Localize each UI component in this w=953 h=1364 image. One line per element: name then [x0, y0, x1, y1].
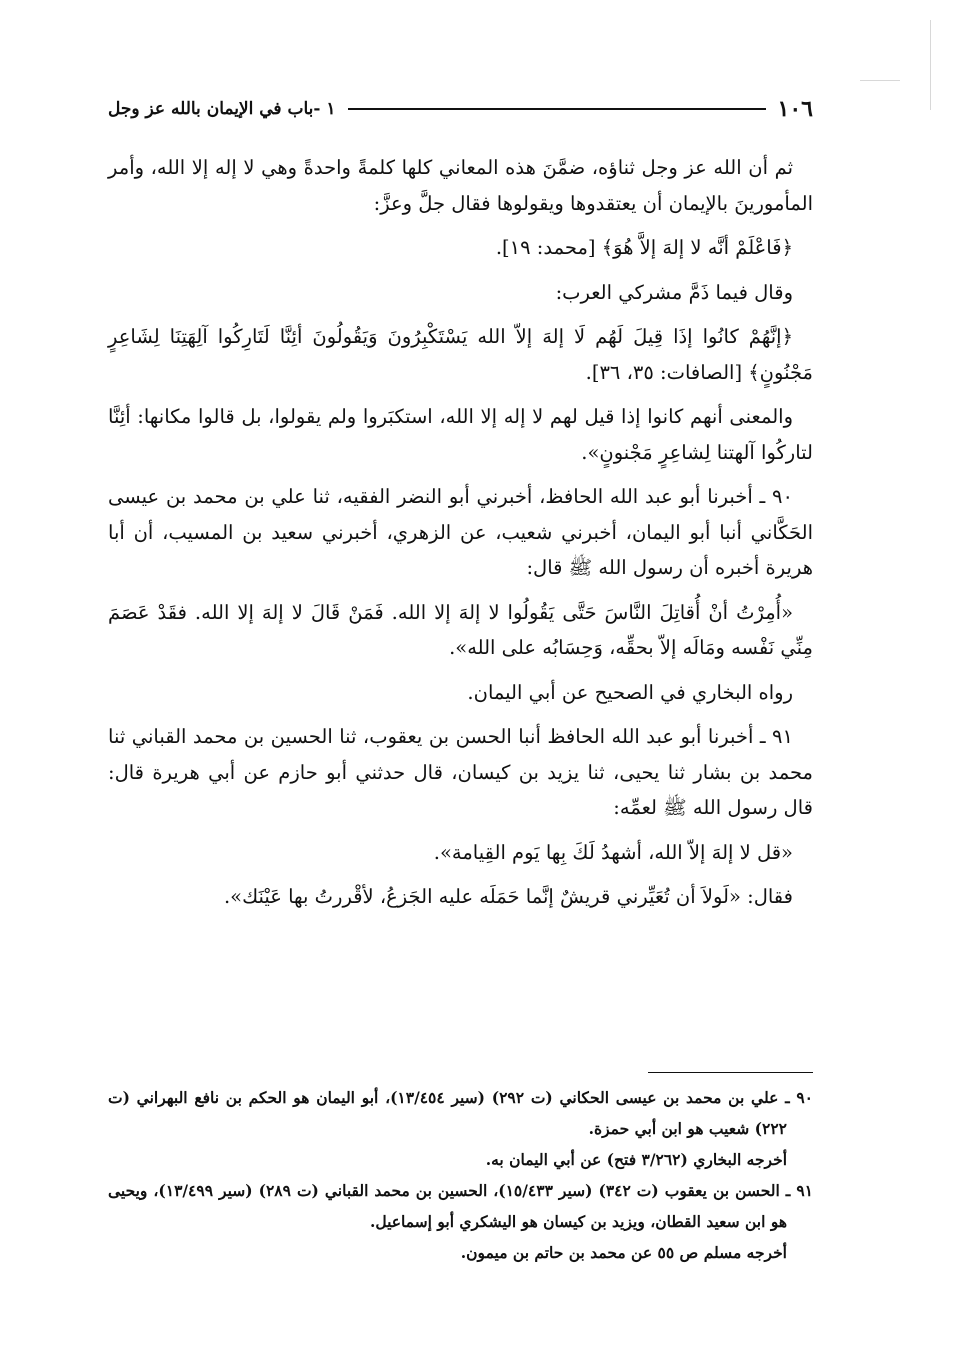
- quran-verse: ﴿فَاعْلَمْ أنَّه لا إلهَ إلاَّ هُوَ﴾ [محمد: ١٩].: [495, 236, 793, 259]
- paragraph: رواه البخاري في الصحيح عن أبي اليمان.: [467, 680, 793, 704]
- hadith-chain: ٩٠ ـ أخبرنا أبو عبد الله الحافظ، أخبرني أبو النضر الفقيه، ثنا علي بن محمد بن عيسى الحَكَّاني أنبا أبو اليمان، أخبرني شعيب، عن الزهري، أخبرني سعيد بن المسيب، أن أبا هريرة أخبره أن رسول الله ﷺ قال:: [108, 485, 813, 579]
- header-rule: [348, 108, 766, 110]
- page-number: ١٠٦: [777, 96, 813, 122]
- hadith-text: «قل لا إلهَ إلاّ الله، أشهدُ لَكَ بِها يَوم القِيامة».: [433, 840, 793, 864]
- paragraph: والمعنى أنهم كانوا إذا قيل لهم لا إله إلا الله، استكبَروا ولم يقولوا، بل قالوا مكانها: أئِنَّا لتاركُوا آلهتنا لِشاعِرٍ مَجْنونٍ».: [108, 405, 813, 464]
- footnote-line: أخرجه مسلم ص ٥٥ عن محمد بن حاتم بن ميمون.: [460, 1243, 787, 1262]
- footnote-line: أخرجه البخاري (٣/٢٦٢ فتح) عن أبي اليمان به.: [485, 1150, 787, 1169]
- page-header: [108, 92, 813, 126]
- scan-edge-mark: [930, 20, 931, 110]
- main-text: [108, 150, 813, 924]
- paragraph: ثم أن الله عز وجل ثناؤه، ضمَّنَ هذه المعاني كلها كلمةً واحدةً وهي لا إله إلا الله، وأمر المأمورينَ بالإيمان أن يعتقدوها ويقولوها فقال جلَّ وعزَّ:: [108, 156, 813, 215]
- hadith-text: «أُمِرْتُ أنْ أُقاتِلَ النَّاسَ حَتَّى يَقُولُوا لا إلهَ إلا الله. فَمَنْ قَالَ لا إلهَ إلا الله. فقَدْ عَصَمَ مِنِّي نَفْسه ومَالَه إلاّ بحقِّه، وَحِسَابُه على الله».: [108, 600, 813, 659]
- running-title: ١ -باب في الإيمان بالله عز وجل: [108, 99, 336, 119]
- footnotes: [108, 1082, 813, 1268]
- scan-edge-mark: [860, 80, 900, 81]
- quran-verse: ﴿إنَّهُمْ كانُوا إذَا قِيلَ لَهُم لَا إلهَ إلاّ الله يَسْتَكْبِرُونَ وَيَقُولُونَ أئِنَّا لَتَارِكُوا آلِهَتِنَا لِشَاعِرٍ مَجْنُونٍ﴾ [الصافات: ٣٥، ٣٦].: [108, 325, 813, 384]
- footnote: ٩١ ـ الحسن بن يعقوب (ت ٣٤٢) (سير ١٥/٤٣٣)، الحسين بن محمد القباني (ت ٢٨٩) (سير ١٣/٤٩٩)، ويحيى هو ابن سعيد القطان، ويزيد بن كيسان هو اليشكري أبو إسماعيل.: [108, 1181, 813, 1231]
- paragraph: وقال فيما ذَمَّ مشركي العرب:: [555, 280, 793, 304]
- hadith-chain: ٩١ ـ أخبرنا أبو عبد الله الحافظ أنبا الحسن بن يعقوب، ثنا الحسين بن محمد القباني ثنا محمد بن بشار ثنا يحيى، ثنا يزيد بن كيسان، قال حدثني أبو حازم عن أبي هريرة قال: قال رسول الله ﷺ لعمِّه:: [108, 725, 813, 819]
- hadith-text: فقال: «لَولاَ أن تُعَيِّرني قريشٌ إنَّما حَمَلَه عليه الجَزعُ، لأقْررتُ بها عَيْنَك».: [223, 885, 793, 908]
- footnote-rule: [648, 1072, 813, 1073]
- footnote: ٩٠ ـ علي بن محمد بن عيسى الحكاني (ت ٢٩٢) (سير ١٣/٤٥٤)، أبو اليمان هو الحكم بن نافع البهراني (ت ٢٢٢) شعيب هو ابن أبي حمزة.: [108, 1088, 813, 1138]
